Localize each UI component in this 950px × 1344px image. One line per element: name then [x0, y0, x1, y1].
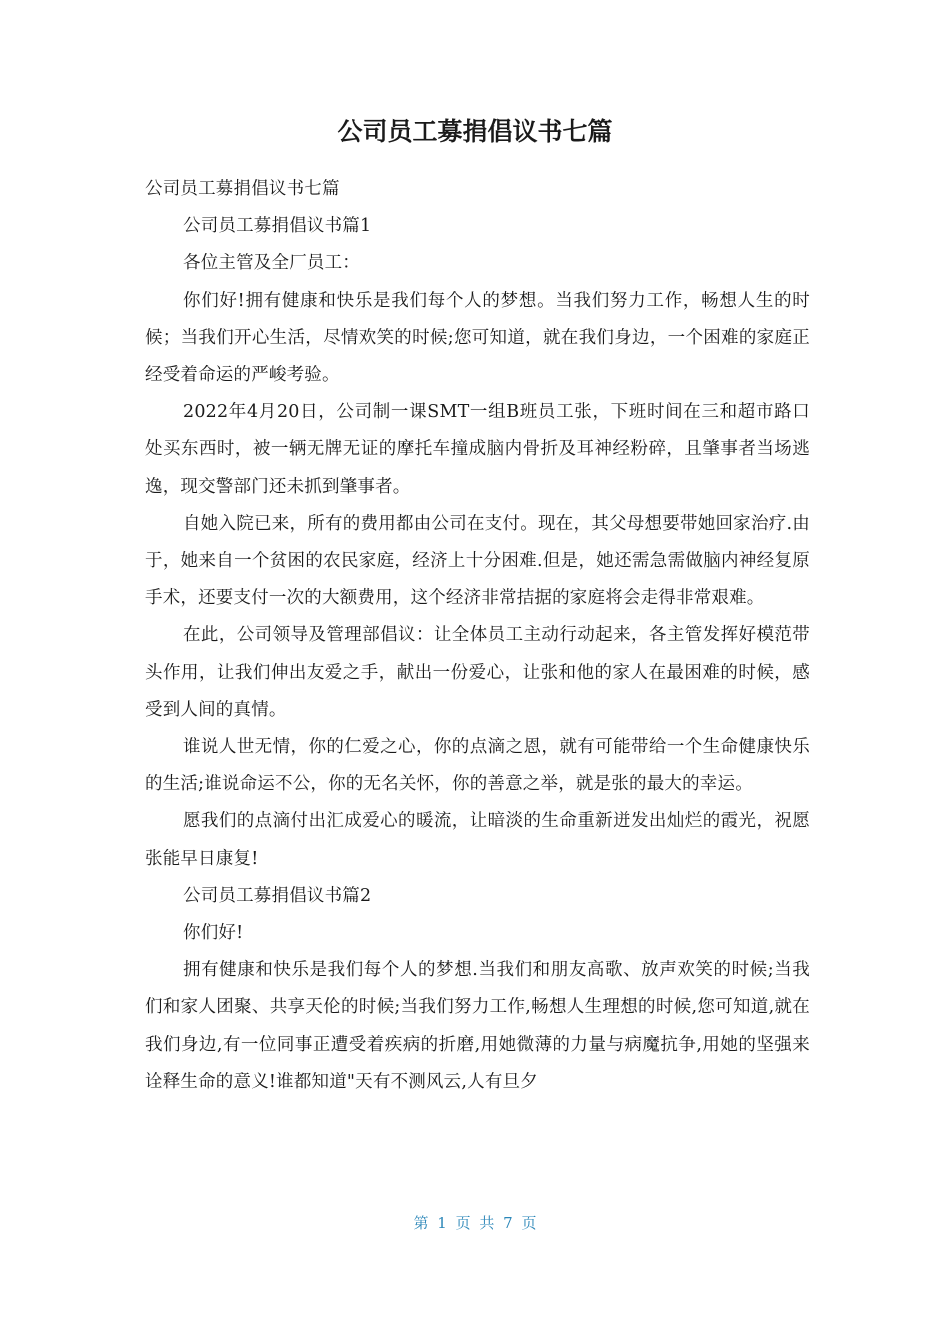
paragraph: 你们好!拥有健康和快乐是我们每个人的梦想。当我们努力工作，畅想人生的时候；当我们开心生活，尽情欢笑的时候;您可知道，就在我们身边，一个困难的家庭正经受着命运的严峻考验。	[145, 290, 810, 386]
section-heading: 公司员工募捐倡议书篇1	[183, 216, 372, 237]
paragraph: 自她入院已来，所有的费用都由公司在支付。现在，其父母想要带她回家治疗.由于，她来自一个贫困的农民家庭，经济上十分困难.但是，她还需急需做脑内神经复原手术，还要支付一次的大额费用，这个经济非常拮据的家庭将会走得非常艰难。	[145, 513, 810, 609]
salutation: 你们好!	[183, 923, 244, 944]
salutation: 各位主管及全厂员工：	[183, 253, 360, 274]
document-body	[145, 171, 810, 1101]
document-title: 公司员工募捐倡议书七篇	[337, 117, 613, 146]
paragraph: 谁说人世无情，你的仁爱之心，你的点滴之恩，就有可能带给一个生命健康快乐的生活;谁说命运不公，你的无名关怀，你的善意之举，就是张的最大的幸运。	[145, 737, 810, 795]
paragraph: 公司员工募捐倡议书七篇	[145, 179, 340, 199]
section-heading: 公司员工募捐倡议书篇2	[183, 885, 372, 906]
page-number-footer: 第 1 页 共 7 页	[413, 1214, 537, 1232]
paragraph: 愿我们的点滴付出汇成爱心的暖流，让暗淡的生命重新迸发出灿烂的霞光，祝愿张能早日康复!	[145, 811, 810, 869]
paragraph: 拥有健康和快乐是我们每个人的梦想.当我们和朋友高歌、放声欢笑的时候;当我们和家人团聚、共享天伦的时候;当我们努力工作,畅想人生理想的时候,您可知道,就在我们身边,有一位同事正遭受着疾病的折磨,用她微薄的力量与病魔抗争,用她的坚强来诠释生命的意义!谁都知道"天有不测风云,人有旦夕	[145, 960, 810, 1092]
paragraph: 在此，公司领导及管理部倡议：让全体员工主动行动起来，各主管发挥好模范带头作用，让我们伸出友爱之手，献出一份爱心，让张和他的家人在最困难的时候，感受到人间的真情。	[145, 625, 810, 720]
paragraph: 2022年4月20日，公司制一课SMT一组B班员工张，下班时间在三和超市路口处买东西时，被一辆无牌无证的摩托车撞成脑内骨折及耳神经粉碎，且肇事者当场逃逸，现交警部门还未抓到肇事者。	[145, 402, 810, 497]
